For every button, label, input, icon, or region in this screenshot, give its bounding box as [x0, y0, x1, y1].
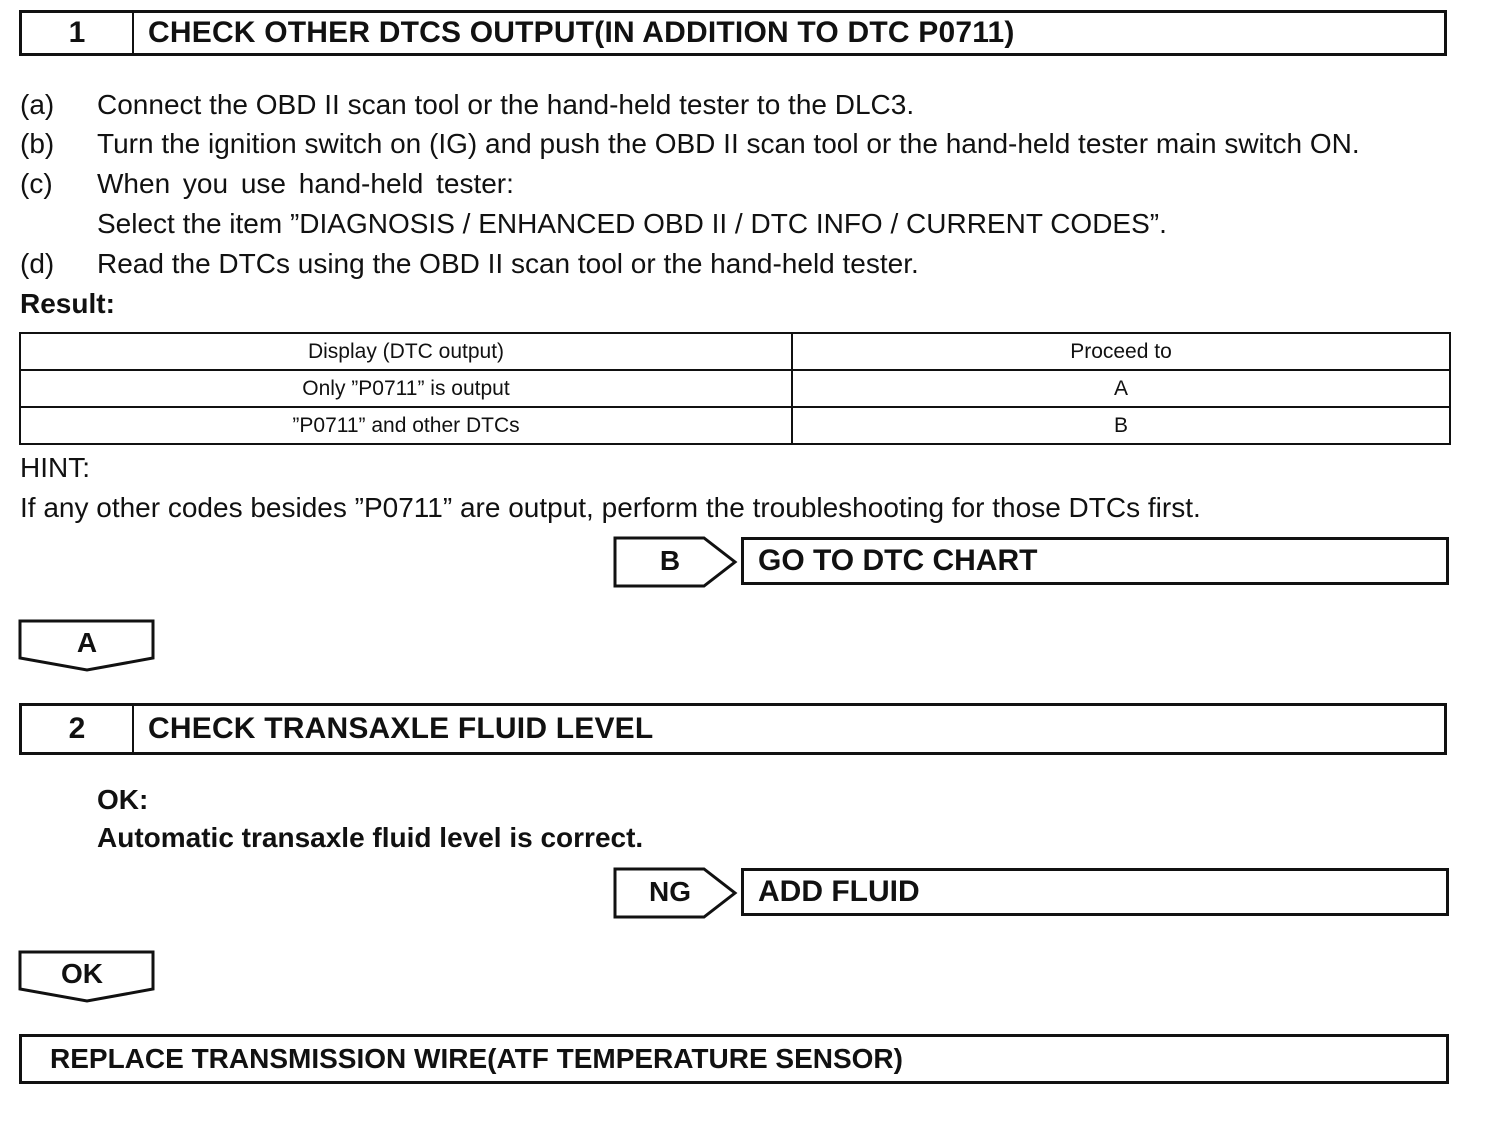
table-header-proceed: Proceed to	[792, 333, 1450, 370]
item-d-label: (d)	[20, 248, 55, 279]
item-b-label: (b)	[20, 128, 55, 159]
table-cell-proceed: B	[792, 407, 1450, 444]
branch-b-label: B	[659, 545, 681, 576]
step-1-number: 1	[22, 13, 134, 53]
step-2-header	[19, 703, 1447, 755]
table-row	[20, 407, 1450, 444]
result-table	[19, 332, 1451, 445]
continue-ok-label: OK	[61, 958, 103, 989]
step-2-number: 2	[22, 706, 134, 752]
table-header-display: Display (DTC output)	[20, 333, 792, 370]
table-cell-proceed: A	[792, 370, 1450, 407]
result-label: Result:	[20, 288, 115, 319]
item-a-label: (a)	[20, 89, 55, 120]
final-action: REPLACE TRANSMISSION WIRE(ATF TEMPERATURE SENSOR)	[19, 1034, 1449, 1084]
branch-ng-label: NG	[649, 876, 691, 907]
ok-text: Automatic transaxle fluid level is correct.	[97, 822, 644, 853]
item-d-text: Read the DTCs using the OBD II scan tool or the hand-held tester.	[97, 248, 919, 279]
step-1-title: CHECK OTHER DTCS OUTPUT(IN ADDITION TO DTC P0711)	[148, 16, 1015, 49]
branch-ng-action: ADD FLUID	[741, 868, 1449, 916]
table-header-row	[20, 333, 1450, 370]
table-cell-display: Only ”P0711” is output	[20, 370, 792, 407]
step-1-header	[19, 10, 1447, 56]
item-b-text: Turn the ignition switch on (IG) and push the OBD II scan tool or the hand-held tester main switch ON.	[97, 128, 1360, 159]
branch-b-action: GO TO DTC CHART	[741, 537, 1449, 585]
ok-label: OK:	[97, 784, 149, 815]
table-row	[20, 370, 1450, 407]
item-c-text: When you use hand-held tester:	[97, 168, 514, 199]
item-c-label: (c)	[20, 168, 53, 199]
table-cell-display: ”P0711” and other DTCs	[20, 407, 792, 444]
hint-text: If any other codes besides ”P0711” are output, perform the troubleshooting for those DTCs first.	[20, 492, 1201, 523]
item-c-detail-text: Select the item ”DIAGNOSIS / ENHANCED OBD II / DTC INFO / CURRENT CODES”.	[97, 208, 1167, 239]
continue-a-label: A	[76, 627, 98, 658]
hint-label: HINT:	[20, 452, 90, 483]
item-a-text: Connect the OBD II scan tool or the hand-held tester to the DLC3.	[97, 89, 915, 120]
step-2-title: CHECK TRANSAXLE FLUID LEVEL	[148, 712, 654, 745]
